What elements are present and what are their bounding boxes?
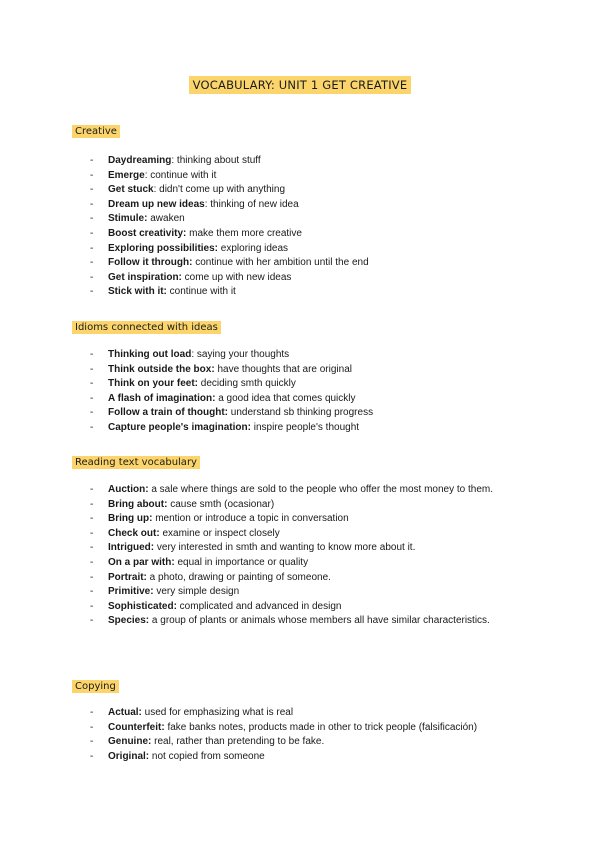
term: On a par with:: [108, 556, 175, 568]
section-heading: Creative: [72, 125, 120, 138]
definition: inspire people's thought: [250, 421, 360, 433]
term: Species:: [108, 615, 150, 627]
section-reading-vocabulary: [72, 452, 532, 629]
definition: mention or introduce a topic in conversation: [152, 513, 349, 525]
list-item: [72, 285, 532, 300]
term: Exploring possibilities:: [108, 242, 219, 254]
term: Think outside the box:: [108, 363, 215, 375]
term: Portrait:: [108, 571, 147, 583]
term: Bring up:: [108, 513, 153, 525]
definition: cause smth (ocasionar): [167, 498, 275, 510]
list-item: [72, 512, 532, 527]
list-item: [72, 363, 532, 378]
definition: very simple design: [153, 586, 240, 598]
vocab-list: [72, 706, 532, 764]
list-item: [72, 348, 532, 363]
list-item: [72, 721, 532, 736]
section-heading: Copying: [72, 680, 119, 693]
list-item: [72, 271, 532, 286]
term: Capture people's imagination:: [108, 421, 251, 433]
vocab-list: [72, 154, 532, 300]
term: Auction:: [108, 484, 149, 495]
term: Sophisticated:: [108, 600, 177, 612]
term: Primitive:: [108, 586, 154, 598]
term: Actual:: [108, 707, 142, 718]
definition: continue with her ambition until the end: [192, 257, 369, 269]
term: Bring about:: [108, 498, 168, 510]
section-heading: Idioms connected with ideas: [72, 321, 221, 334]
definition: awaken: [147, 213, 185, 225]
term: Stimule:: [108, 213, 148, 225]
definition: come up with new ideas: [181, 271, 292, 283]
list-item: [72, 498, 532, 513]
definition: very interested in smth and wanting to know more about it.: [154, 542, 416, 554]
term: Dream up new ideas: [108, 198, 205, 210]
list-item: [72, 212, 532, 227]
definition: complicated and advanced in design: [176, 600, 342, 612]
definition: deciding smth quickly: [198, 378, 296, 390]
list-item: [72, 256, 532, 271]
section-idioms: [72, 317, 532, 436]
term: Counterfeit:: [108, 721, 165, 733]
list-item: [72, 483, 532, 498]
section-copying: [72, 676, 532, 764]
definition: used for emphasizing what is real: [141, 707, 294, 718]
definition: fake banks notes, products made in other to trick people (falsificación): [164, 721, 478, 733]
definition: make them more creative: [186, 227, 302, 239]
term: A flash of imagination:: [108, 392, 216, 404]
list-item: [72, 227, 532, 242]
definition: not copied from someone: [149, 750, 265, 762]
list-item: [72, 377, 532, 392]
term: Thinking out load: [108, 349, 192, 360]
term: Daydreaming: [108, 155, 172, 166]
section-heading: Reading text vocabulary: [72, 456, 200, 469]
vocab-list: [72, 348, 532, 436]
list-item: [72, 556, 532, 571]
definition: have thoughts that are original: [214, 363, 352, 375]
list-item: [72, 198, 532, 213]
term: Stick with it:: [108, 286, 167, 298]
definition: real, rather than pretending to be fake.: [151, 736, 325, 748]
list-item: [72, 242, 532, 257]
list-item: [72, 183, 532, 198]
term: Emerge: [108, 169, 145, 181]
list-item: [72, 406, 532, 421]
list-item: [72, 392, 532, 407]
definition: : thinking of new idea: [204, 198, 299, 210]
term: Genuine:: [108, 736, 152, 748]
definition: continue with it: [166, 286, 236, 298]
definition: a photo, drawing or painting of someone.: [146, 571, 331, 583]
term: Check out:: [108, 527, 160, 539]
definition: a good idea that comes quickly: [215, 392, 356, 404]
term: Original:: [108, 750, 150, 762]
definition: exploring ideas: [218, 242, 289, 254]
definition: a group of plants or animals whose members all have similar characteristics.: [149, 615, 490, 627]
term: Follow it through:: [108, 257, 193, 269]
list-item: [72, 750, 532, 765]
section-creative: [72, 121, 532, 300]
term: Boost creativity:: [108, 227, 187, 239]
list-item: [72, 169, 532, 184]
term: Get inspiration:: [108, 271, 182, 283]
list-item: [72, 600, 532, 615]
list-item: [72, 541, 532, 556]
definition: : didn't come up with anything: [153, 184, 286, 196]
page-title: [0, 76, 600, 94]
definition: : thinking about stuff: [171, 155, 261, 166]
term: Think on your feet:: [108, 378, 198, 390]
vocab-list: [72, 483, 532, 629]
list-item: [72, 706, 532, 721]
definition: equal in importance or quality: [174, 556, 309, 568]
page-title-text: VOCABULARY: UNIT 1 GET CREATIVE: [189, 76, 412, 94]
definition: understand sb thinking progress: [227, 407, 374, 419]
list-item: [72, 735, 532, 750]
list-item: [72, 421, 532, 436]
list-item: [72, 154, 532, 169]
definition: : saying your thoughts: [191, 349, 290, 360]
term: Get stuck: [108, 184, 154, 196]
list-item: [72, 614, 532, 629]
definition: examine or inspect closely: [159, 527, 280, 539]
term: Intrigued:: [108, 542, 155, 554]
list-item: [72, 571, 532, 586]
list-item: [72, 585, 532, 600]
definition: : continue with it: [144, 169, 217, 181]
definition: a sale where things are sold to the people who offer the most money to them.: [148, 484, 494, 495]
term: Follow a train of thought:: [108, 407, 228, 419]
list-item: [72, 527, 532, 542]
